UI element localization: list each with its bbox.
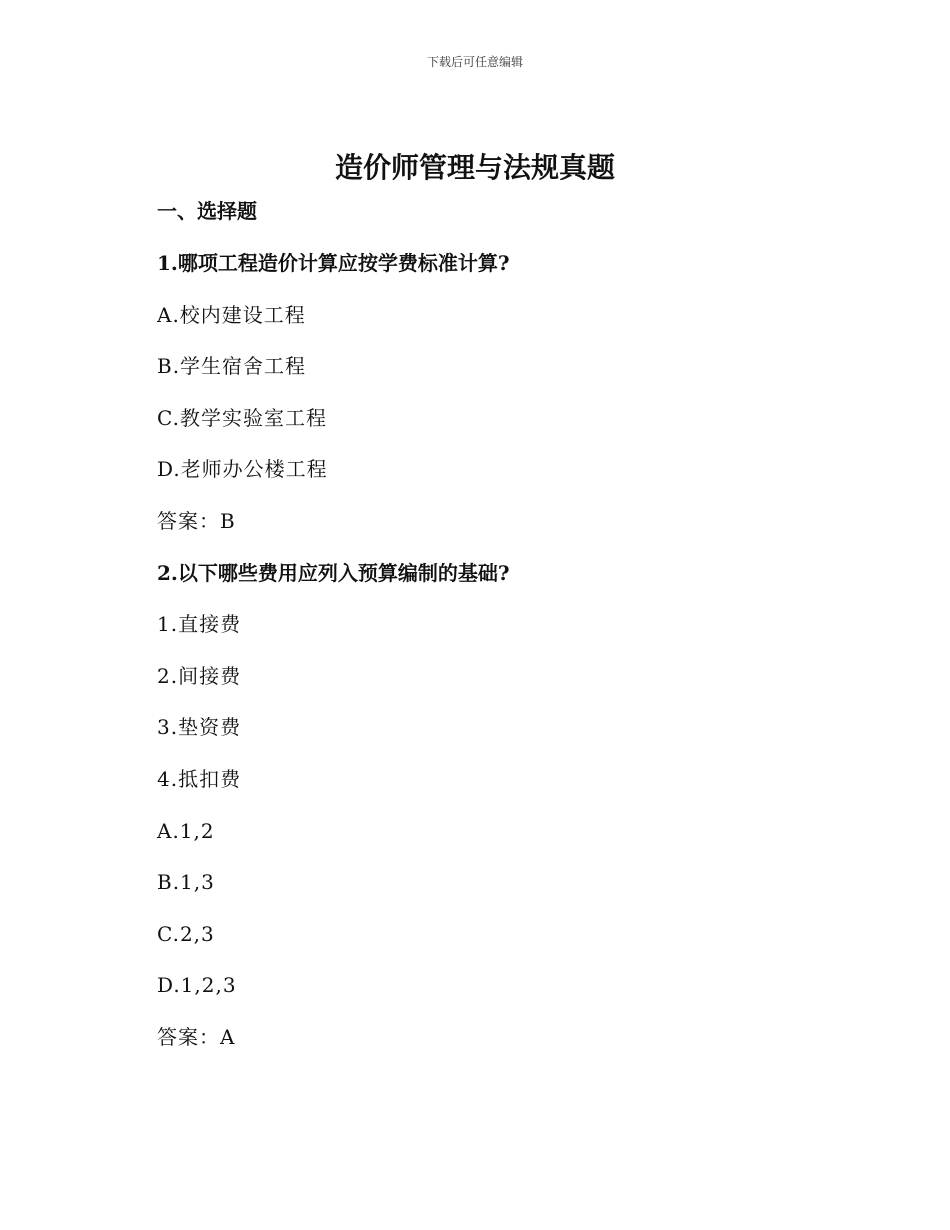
question-1-option-a: A.校内建设工程 [157,302,306,327]
question-1-option-c: C.教学实验室工程 [157,405,327,430]
answer-label: 答案： [157,508,220,533]
question-2-option-b: B.1,3 [157,870,215,895]
page-header-note: 下载后可任意编辑 [426,55,523,69]
question-1-answer [157,505,797,557]
answer-value: A [220,1024,236,1049]
question-2-option-a: A.1,2 [157,818,215,843]
question-2-item-1: 1.直接费 [157,612,242,637]
question-2-answer [157,1021,797,1073]
question-2-option-c: C.2,3 [157,921,215,946]
document-title: 造价师管理与法规真题 [334,151,615,184]
question-1-option-b: B.学生宿舍工程 [157,354,307,379]
answer-label: 答案： [157,1024,220,1049]
question-list [157,247,797,1073]
section-heading: 一、选择题 [157,199,257,223]
question-2-item-3: 3.垫资费 [157,715,242,740]
question-2-option-d: D.1,2,3 [157,973,237,998]
question-2-item-4: 4.抵扣费 [157,766,242,791]
question-1-option-d: D.老师办公楼工程 [157,457,328,482]
question-2-item-2: 2.间接费 [157,663,242,688]
answer-value: B [220,508,236,533]
question-1-text: 1.哪项工程造价计算应按学费标准计算? [157,251,510,275]
question-2-text: 2.以下哪些费用应列入预算编制的基础? [157,560,510,585]
